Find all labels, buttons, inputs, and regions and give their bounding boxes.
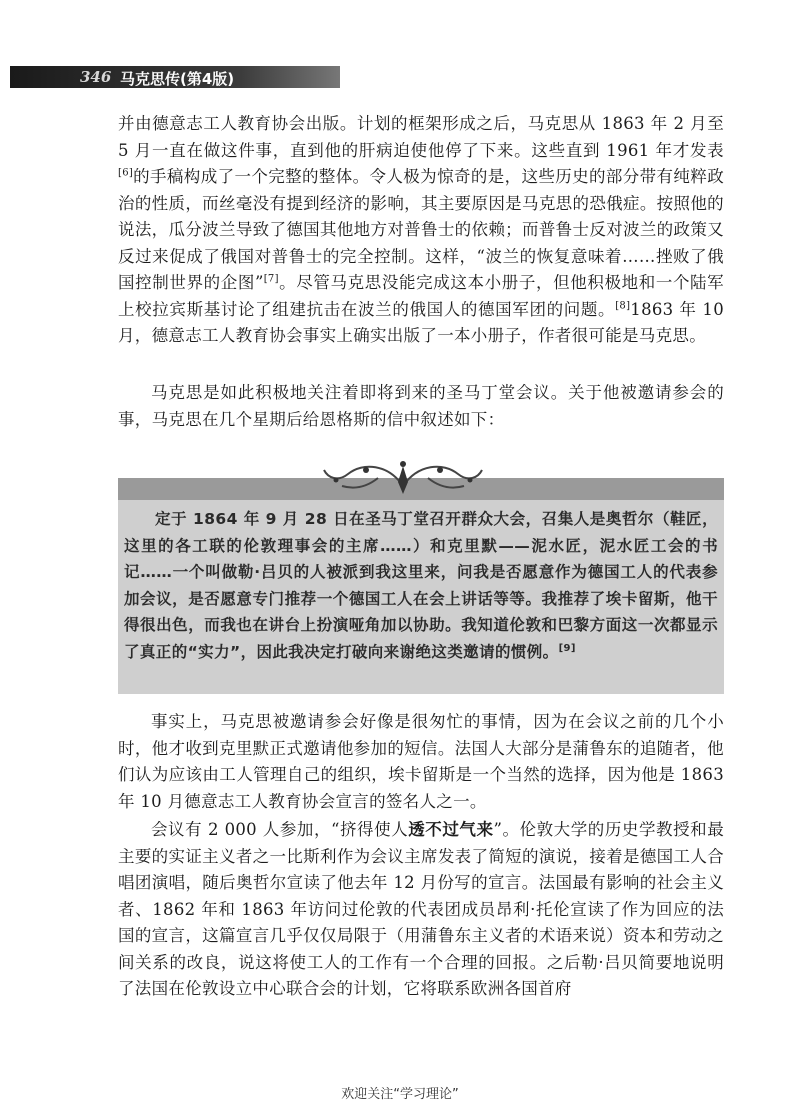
quote-text-b: 的人被派到我这里来，问我是否愿意作为德国工人的代表参加会议，是否愿意专门推荐一个德国工人在会上讲话等等。我推荐了埃卡留斯，他干得很出色，而我也在讲台上扮演哑角加以协助。我知道伦敦和巴黎方面这一次都显示了真正的“实力”，因此我决定打破向来谢绝这类邀请的惯例。: [124, 563, 718, 661]
footnote-ref-8[interactable]: [8]: [615, 300, 631, 311]
running-header: [10, 66, 340, 88]
footer-note: 欢迎关注“学习理论”: [341, 1087, 459, 1102]
footnote-ref-7[interactable]: [7]: [263, 273, 279, 285]
paragraph-4-text-b: ”。伦敦大学的历史学教授和最主要的实证主义者之一比斯利作为会议主席发表了简短的演说，接着是德国工人合唱团演唱，随后奥哲尔宣读了他去年 12 月份写的宣言。法国最有影响的社会主义者、1862 年和 1863 年访问过伦敦的代表团成员昂利·托伦宣读了作为回应的法国的宣言，这篇宣言几乎仅仅局限于（用蒲鲁东主义者的术语来说）资本和劳动之间关系的改良，说这将使工人的工作有一个合理的回报。之后勒·吕贝简要地说明了法国在伦敦设立中心联合会的计划，它将联系欧洲各国首府: [118, 820, 724, 998]
footnote-ref-9[interactable]: [9]: [558, 642, 576, 654]
paragraph-4-text-a: 会议有 2 000 人参加，“挤得使人: [151, 820, 409, 839]
paragraph-4-bold: 透不过气来: [408, 820, 494, 839]
paragraph-2: 马克思是如此积极地关注着即将到来的圣马丁堂会议。关于他被邀请参会的事，马克思在几个星期后给恩格斯的信中叙述如下：: [118, 383, 724, 429]
flourish-ornament-icon: [318, 456, 488, 502]
paragraph-1-text-a: 并由德意志工人教育协会出版。计划的框架形成之后，马克思从 1863 年 2 月至 5 月一直在做这件事，直到他的肝病迫使他停了下来。这些直到 1961 年才发表: [118, 114, 724, 160]
footnote-ref-6[interactable]: [6]: [118, 167, 134, 179]
paragraph-4: [118, 817, 724, 1003]
paragraph-1-text-d: 1863 年 10 月，德意志工人教育协会事实上确实出版了一本小册子，作者很可能是马克思。: [118, 299, 724, 345]
paragraph-1: [118, 111, 724, 350]
paragraph-1-text-c: 。尽管马克思没能完成这本小册子，但他积极地和一个陆军上校拉宾斯基讨论了组建抗击在波兰的俄国人的德国军团的问题。: [118, 273, 724, 319]
quote-name-highlight: 勒·吕贝: [237, 563, 294, 581]
page-number: 346: [80, 68, 112, 86]
paragraph-3: 事实上，马克思被邀请参会好像是很匆忙的事情，因为在会议之前的几个小时，他才收到克里默正式邀请他参加的短信。法国人大部分是蒲鲁东的追随者，他们认为应该由工人管理自己的组织，埃卡留斯是一个当然的选择，因为他是 1863 年 10 月德意志工人教育协会宣言的签名人之一。: [118, 712, 724, 811]
book-title: 马克思传(第4版): [120, 70, 235, 88]
paragraph-1-text-b: 的手稿构成了一个完整的整体。令人极为惊奇的是，这些历史的部分带有纯粹政治的性质，而丝毫没有提到经济的影响，其主要原因是马克思的恐俄症。按照他的说法，瓜分波兰导致了德国其他地方对普鲁士的依赖；而普鲁士反对波兰的政策又反过来促成了俄国对普鲁士的完全控制。这样，“波兰的恢复意味着……挫败了俄国控制世界的企图”: [118, 167, 724, 292]
quote-text-a: 定于 1864 年 9 月 28 日在圣马丁堂召开群众大会，召集人是奥哲尔（鞋匠，这里的各工联的伦敦理事会的主席……）和克里默——泥水匠，泥水匠工会的书记……一个叫做: [124, 510, 718, 581]
quote-text: [124, 506, 718, 665]
